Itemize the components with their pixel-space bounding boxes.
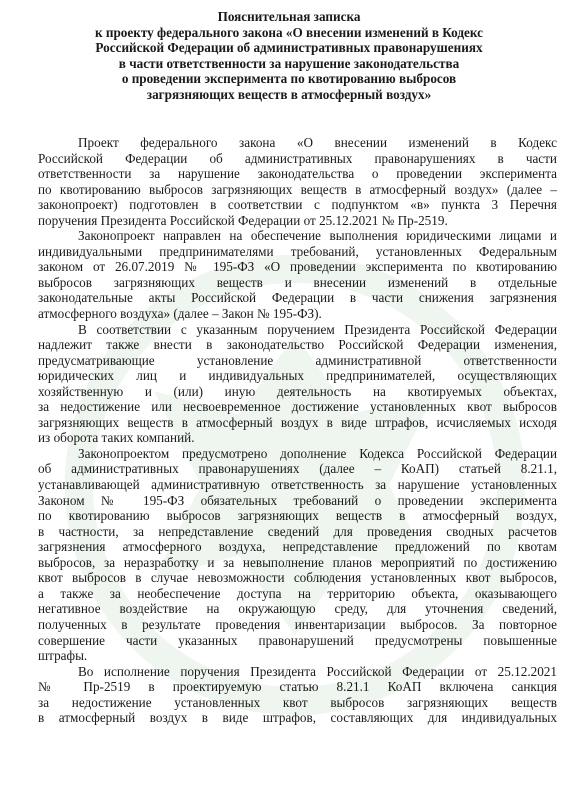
text-line: за недостижение или несвоевременное достижение установленных квот выбросов — [38, 399, 557, 415]
text-line: Законопроект направлен на обеспечение выполнения юридическими лицами и — [78, 228, 557, 244]
text-line: Проект федерального закона «О внесении изменений в Кодекс — [78, 135, 557, 150]
text-line: № Пр-2519 в проектируемую статью 8.21.1 КоАП включена санкция — [38, 679, 557, 695]
title-line: о проведении эксперимента по квотированию выбросов — [121, 71, 457, 87]
paragraph-4 — [38, 446, 557, 664]
title-line: Пояснительная записка — [217, 9, 361, 24]
text-line: совершение части указанных правонарушений предусмотрены повышенные — [38, 632, 557, 648]
title-line: в части ответственности за нарушение законодательства — [118, 55, 460, 71]
text-line: в атмосферный воздух в виде штрафов, составляющих для индивидуальных — [38, 710, 557, 726]
text-line: в частности, за непредставление сведений для проведения сводных расчетов — [38, 523, 557, 539]
text-line: об административных правонарушениях (далее – КоАП) статьей 8.21.1, — [38, 461, 557, 477]
text-line: из оборота таких компаний. — [38, 430, 195, 446]
document-body — [38, 135, 557, 726]
text-line: загрязнения атмосферного воздуха, непредставление предложений по квотам — [38, 539, 557, 555]
document-title — [40, 9, 538, 103]
text-line: надлежит также внести в законодательство Российской Федерации изменения, — [38, 337, 557, 353]
paragraph-2 — [38, 228, 557, 321]
text-line: законопроект) подготовлен в соответствии с подпунктом «в» пункта 3 Перечня — [38, 197, 557, 213]
title-line: Российской Федерации об административных правонарушениях — [95, 40, 483, 56]
text-line: квот выбросов в случае невозможности соблюдения установленных квот выбросов, — [38, 570, 557, 586]
title-line: загрязняющих веществ в атмосферный воздух» — [146, 86, 432, 102]
text-line: хозяйственную и (или) иную деятельность на квотируемых объектах, — [38, 383, 557, 399]
text-line: законодательные акты Российской Федерации в части снижения загрязнения — [38, 290, 557, 306]
text-line: загрязняющих веществ в атмосферный воздух в виде штрафов, исчисляемых исходя — [38, 414, 557, 430]
text-line: поручения Президента Российской Федерации от 25.12.2021 № Пр-2519. — [38, 212, 448, 228]
paragraph-1 — [38, 135, 557, 228]
text-line: ответственности за нарушение законодательства о проведении эксперимента — [38, 166, 557, 182]
text-line: а также за необеспечение доступа на территорию объекта, оказывающего — [38, 585, 557, 601]
text-line: по квотированию выбросов загрязняющих веществ в атмосферный воздух, — [38, 508, 557, 524]
text-line: выбросов загрязняющих веществ и внесении изменений в отдельные — [38, 274, 557, 290]
text-line: выбросов, за неразработку и за невыполнение планов мероприятий по достижению — [38, 554, 557, 570]
text-line: предусматривающие установление административной ответственности — [38, 352, 557, 368]
text-line: Российской Федерации об административных правонарушениях в части — [38, 150, 557, 166]
text-line: атмосферного воздуха» (далее – Закон № 195-ФЗ). — [38, 306, 322, 322]
text-line: В соответствии с указанным поручением Президента Российской Федерации — [78, 321, 557, 337]
title-line: к проекту федерального закона «О внесении изменений в Кодекс — [94, 24, 484, 40]
text-line: индивидуальными предпринимателями требований, установленных Федеральным — [38, 243, 557, 259]
paragraph-3 — [38, 322, 557, 446]
text-line: за недостижение установленных квот выбросов загрязняющих веществ — [38, 694, 557, 710]
text-line: устанавливающей административную ответственность за нарушение установленных — [38, 477, 557, 493]
text-line: полученных в результате проведения инвентаризации выбросов. За повторное — [38, 616, 557, 632]
paragraph-5 — [38, 664, 557, 726]
text-line: по квотированию выбросов загрязняющих веществ в атмосферный воздух» (далее – — [38, 181, 557, 197]
text-line: негативное воздействие на окружающую среду, для уточнения сведений, — [38, 601, 557, 617]
text-line: законом от 26.07.2019 № 195-ФЗ «О проведении эксперимента по квотированию — [38, 259, 557, 275]
text-line: штрафы. — [38, 648, 88, 664]
text-line: Законом № 195-ФЗ обязательных требований о проведении эксперимента — [38, 492, 557, 508]
text-line: Во исполнение поручения Президента Российской Федерации от 25.12.2021 — [78, 663, 557, 679]
text-line: юридических лиц и индивидуальных предпринимателей, осуществляющих — [38, 368, 557, 384]
text-line: Законопроектом предусмотрено дополнение Кодекса Российской Федерации — [78, 445, 557, 461]
